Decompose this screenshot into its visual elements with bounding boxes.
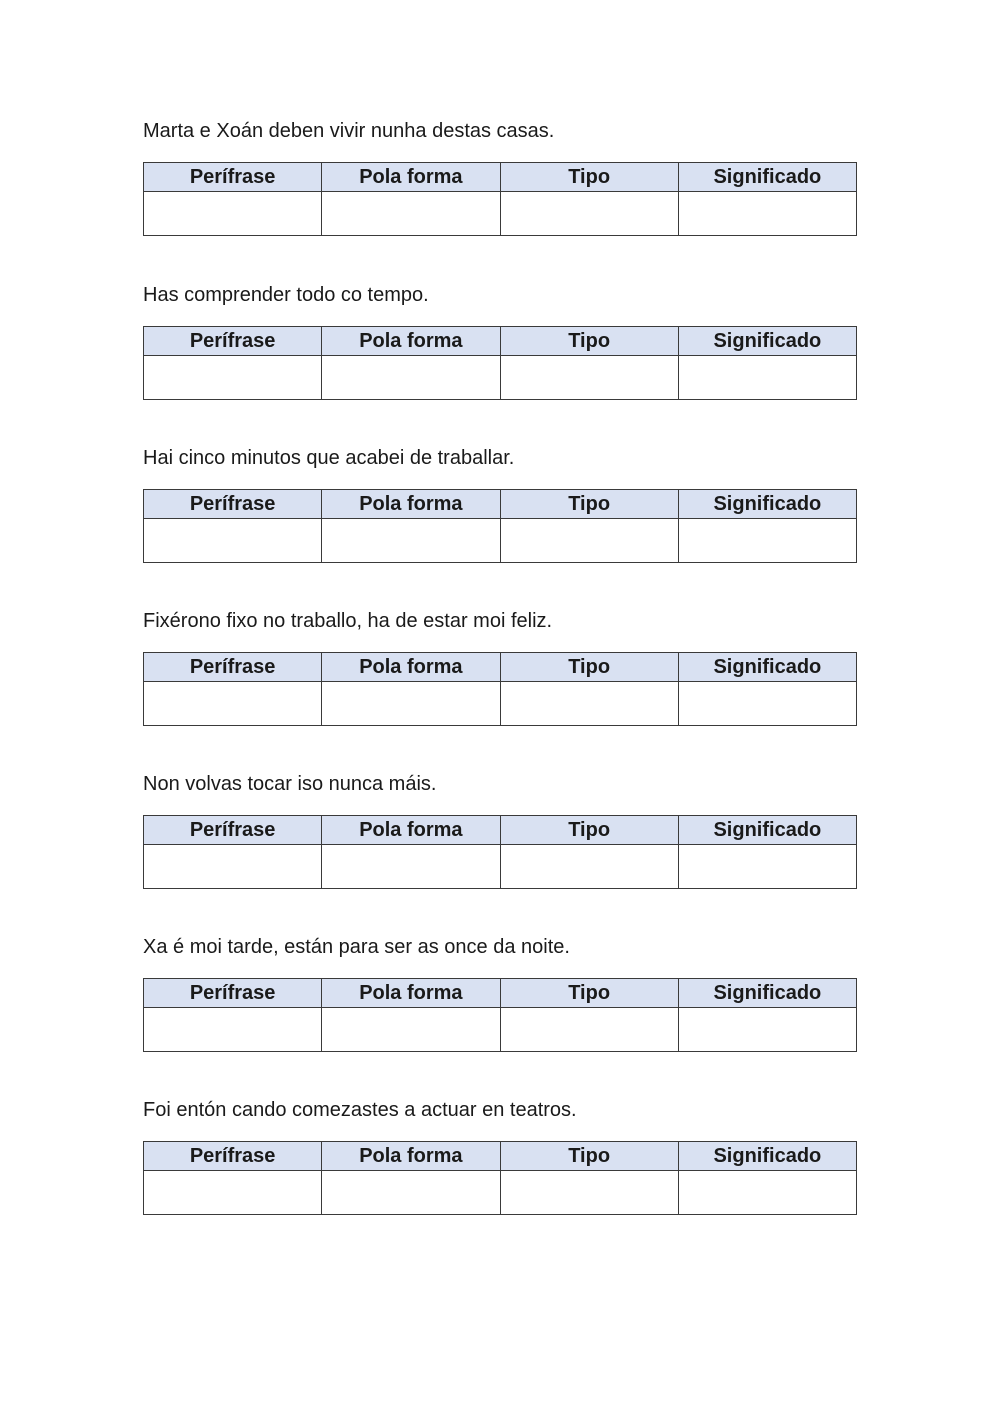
header-perifrase: Perífrase [144, 163, 322, 192]
header-pola-forma: Pola forma [322, 979, 500, 1008]
answer-cell-tipo[interactable] [500, 1171, 678, 1215]
exercise-sentence: Xa é moi tarde, están para ser as once da noite. [143, 936, 570, 958]
answer-cell-significado[interactable] [678, 356, 856, 400]
exercise-sentence: Has comprender todo co tempo. [143, 284, 429, 306]
answer-cell-significado[interactable] [678, 845, 856, 889]
header-significado: Significado [678, 979, 856, 1008]
answer-cell-perifrase[interactable] [144, 682, 322, 726]
header-perifrase: Perífrase [144, 1142, 322, 1171]
header-significado: Significado [678, 1142, 856, 1171]
exercise-sentence: Foi entón cando comezastes a actuar en teatros. [143, 1099, 577, 1121]
exercise-sentence: Non volvas tocar iso nunca máis. [143, 773, 437, 795]
answer-cell-perifrase[interactable] [144, 845, 322, 889]
header-perifrase: Perífrase [144, 327, 322, 356]
answer-cell-pola-forma[interactable] [322, 519, 500, 563]
table-header-row [144, 979, 857, 1008]
header-perifrase: Perífrase [144, 816, 322, 845]
answer-table [143, 815, 857, 889]
answer-row [144, 1171, 857, 1215]
exercise-4 [143, 609, 857, 726]
exercise-sentence: Fixérono fixo no traballo, ha de estar moi feliz. [143, 610, 553, 632]
header-significado: Significado [678, 327, 856, 356]
answer-cell-tipo[interactable] [500, 519, 678, 563]
exercise-6 [143, 935, 857, 1052]
header-tipo: Tipo [500, 1142, 678, 1171]
answer-cell-pola-forma[interactable] [322, 356, 500, 400]
answer-table [143, 326, 857, 400]
header-significado: Significado [678, 816, 856, 845]
answer-table [143, 489, 857, 563]
table-header-row [144, 327, 857, 356]
exercise-5 [143, 772, 857, 889]
answer-cell-pola-forma[interactable] [322, 1008, 500, 1052]
header-tipo: Tipo [500, 327, 678, 356]
answer-cell-significado[interactable] [678, 1008, 856, 1052]
answer-cell-pola-forma[interactable] [322, 845, 500, 889]
answer-cell-perifrase[interactable] [144, 192, 322, 236]
header-significado: Significado [678, 653, 856, 682]
header-tipo: Tipo [500, 816, 678, 845]
answer-cell-pola-forma[interactable] [322, 682, 500, 726]
header-pola-forma: Pola forma [322, 490, 500, 519]
answer-cell-tipo[interactable] [500, 845, 678, 889]
answer-row [144, 519, 857, 563]
answer-cell-perifrase[interactable] [144, 1171, 322, 1215]
answer-cell-significado[interactable] [678, 192, 856, 236]
header-significado: Significado [678, 163, 856, 192]
exercise-7 [143, 1098, 857, 1215]
answer-cell-significado[interactable] [678, 1171, 856, 1215]
exercise-sentence: Marta e Xoán deben vivir nunha destas casas. [143, 120, 555, 142]
header-tipo: Tipo [500, 490, 678, 519]
answer-cell-tipo[interactable] [500, 192, 678, 236]
table-header-row [144, 816, 857, 845]
answer-row [144, 356, 857, 400]
answer-cell-significado[interactable] [678, 519, 856, 563]
answer-cell-tipo[interactable] [500, 356, 678, 400]
answer-table [143, 652, 857, 726]
answer-cell-pola-forma[interactable] [322, 1171, 500, 1215]
answer-cell-perifrase[interactable] [144, 519, 322, 563]
header-perifrase: Perífrase [144, 653, 322, 682]
header-significado: Significado [678, 490, 856, 519]
answer-table [143, 162, 857, 236]
answer-cell-pola-forma[interactable] [322, 192, 500, 236]
answer-row [144, 1008, 857, 1052]
table-header-row [144, 1142, 857, 1171]
exercise-2 [143, 283, 857, 400]
answer-cell-significado[interactable] [678, 682, 856, 726]
header-perifrase: Perífrase [144, 490, 322, 519]
answer-table [143, 978, 857, 1052]
table-header-row [144, 490, 857, 519]
answer-row [144, 682, 857, 726]
header-tipo: Tipo [500, 653, 678, 682]
answer-table [143, 1141, 857, 1215]
header-pola-forma: Pola forma [322, 163, 500, 192]
exercise-3 [143, 446, 857, 563]
exercise-sentence: Hai cinco minutos que acabei de traballar. [143, 447, 515, 469]
answer-cell-perifrase[interactable] [144, 1008, 322, 1052]
header-pola-forma: Pola forma [322, 327, 500, 356]
answer-cell-tipo[interactable] [500, 1008, 678, 1052]
header-pola-forma: Pola forma [322, 816, 500, 845]
exercise-1 [143, 119, 857, 236]
answer-row [144, 192, 857, 236]
header-pola-forma: Pola forma [322, 1142, 500, 1171]
table-header-row [144, 163, 857, 192]
answer-cell-perifrase[interactable] [144, 356, 322, 400]
header-perifrase: Perífrase [144, 979, 322, 1008]
answer-row [144, 845, 857, 889]
header-pola-forma: Pola forma [322, 653, 500, 682]
header-tipo: Tipo [500, 163, 678, 192]
table-header-row [144, 653, 857, 682]
answer-cell-tipo[interactable] [500, 682, 678, 726]
header-tipo: Tipo [500, 979, 678, 1008]
